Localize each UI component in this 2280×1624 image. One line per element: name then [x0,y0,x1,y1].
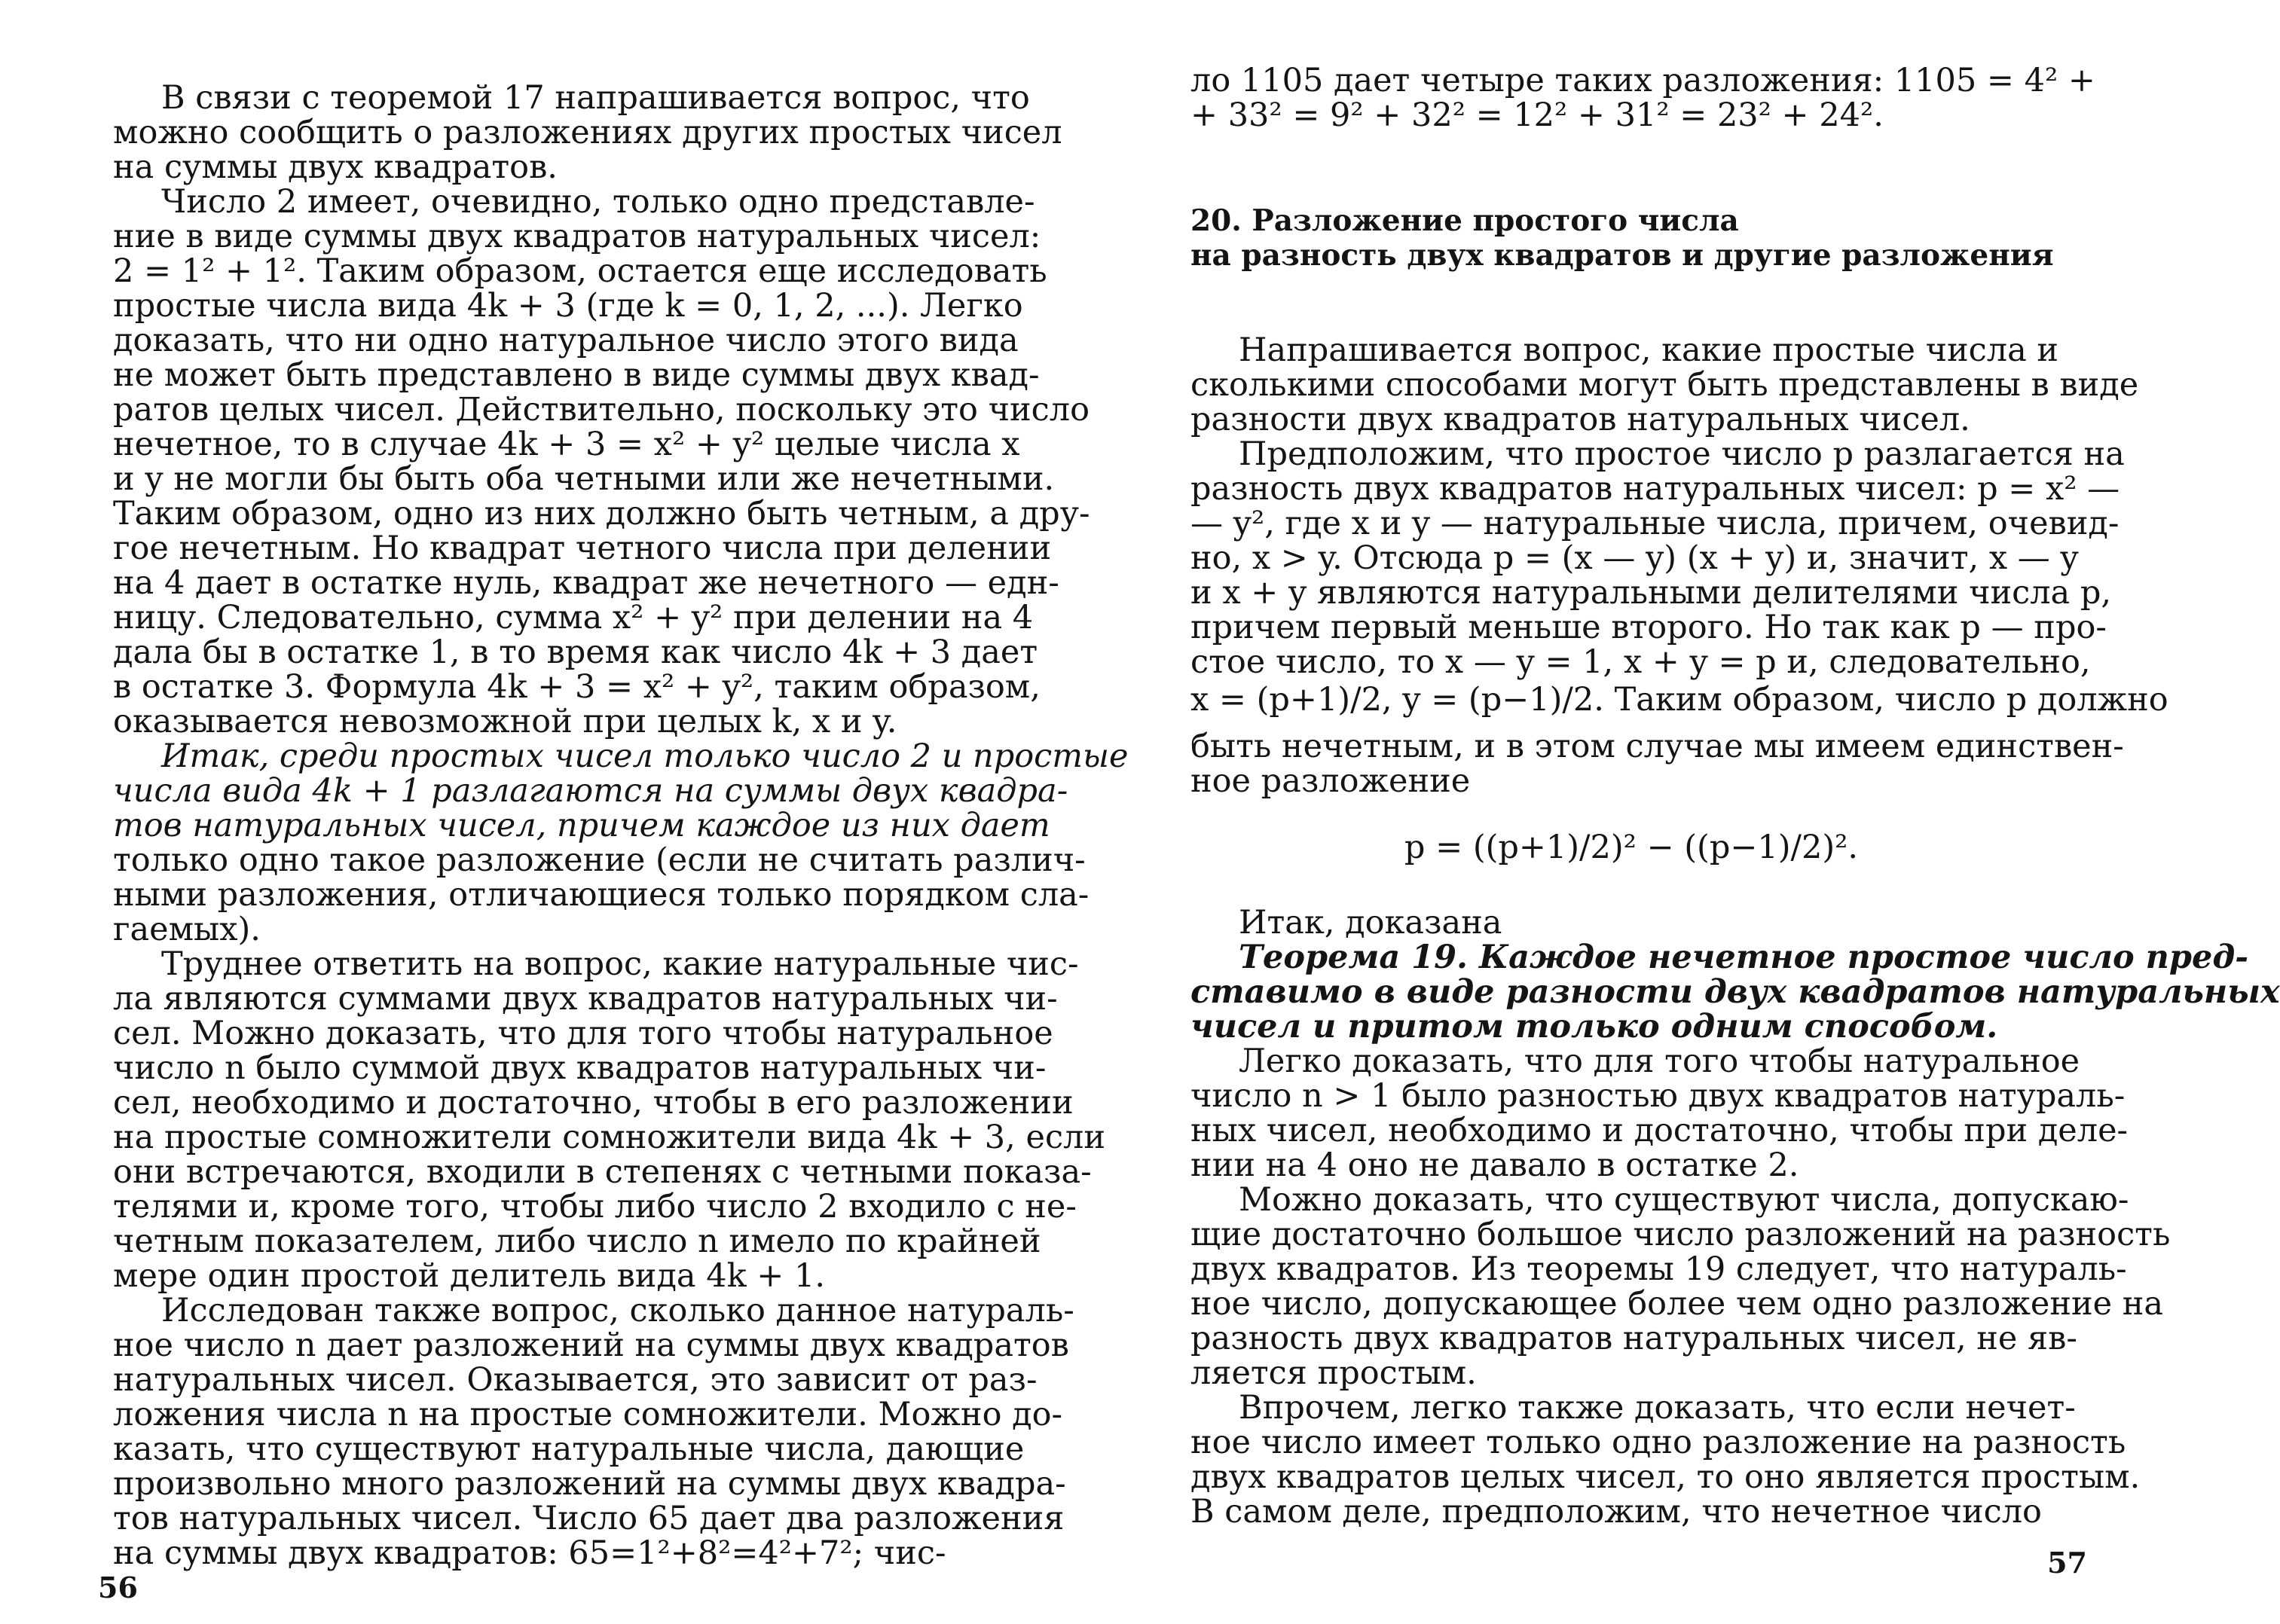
text-line: стое число, то x — y = 1, x + y = p и, следовательно, [1190,643,2091,681]
text-line: В самом деле, предположим, что нечетное число [1190,1493,2042,1531]
text-line: Итак, доказана [1239,904,1502,942]
text-line: ницу. Следовательно, сумма x² + y² при делении на 4 [113,599,1034,636]
text-line: ло 1105 дает четыре таких разложения: 1105 = 4² + [1190,62,2095,99]
section-heading: на разность двух квадратов и другие разложения [1190,238,2054,273]
text-line: на 4 дает в остатке нуль, квадрат же нечетного — едн- [113,564,1059,602]
text-line: не может быть представлено в виде суммы двух квад- [113,356,1040,394]
text-line: нечетное, то в случае 4k + 3 = x² + y² целые числа x [113,426,1020,463]
text-line: ратов целых чисел. Действительно, поскольку это число [113,391,1090,429]
text-line: разности двух квадратов натуральных чисел. [1190,401,1970,438]
text-line: нии на 4 оно не давало в остатке 2. [1190,1146,1799,1184]
text-line: мере один простой делитель вида 4k + 1. [113,1257,826,1295]
text-line: двух квадратов. Из теоремы 19 следует, что натураль- [1190,1250,2127,1288]
text-line: на суммы двух квадратов: 65=1²+8²=4²+7²; чис- [113,1534,946,1572]
text-line: ложения числа n на простые сомножители. Можно до- [113,1396,1063,1433]
text-line: — y², где x и y — натуральные числа, причем, очевид- [1190,505,2120,542]
text-line: гаемых). [113,911,261,948]
text-line: четным показателем, либо число n имело по крайней [113,1223,1041,1260]
theorem-line: Теорема 19. Каждое нечетное простое число пред- [1239,939,2249,976]
text-line: разность двух квадратов натуральных чисел, не яв- [1190,1320,2077,1357]
text-line: Исследован также вопрос, сколько данное натураль- [161,1292,1074,1329]
text-line: и x + y являются натуральными делителями числа p, [1190,574,2112,612]
left-page [98,0,1129,1624]
page-number: 56 [98,1571,138,1604]
text-line: число n было суммой двух квадратов натуральных чи- [113,1049,1047,1087]
text-line: Число 2 имеет, очевидно, только одно представле- [161,183,1035,221]
text-line: тов натуральных чисел, причем каждое из них дает [113,807,1050,844]
text-line: сел, необходимо и достаточно, чтобы в его разложении [113,1084,1074,1122]
text-line: они встречаются, входили в степенях с четными показа- [113,1153,1092,1191]
text-line: Труднее ответить на вопрос, какие натуральные чис- [161,945,1079,983]
text-line: Можно доказать, что существуют числа, допускаю- [1239,1181,2129,1219]
text-line: ное разложение [1190,762,1471,800]
text-line: x = (p+1)/2, y = (p−1)/2. Таким образом, число p должно [1190,681,2168,719]
text-line: числа вида 4k + 1 разлагаются на суммы двух квадра- [113,772,1068,810]
text-line: доказать, что ни одно натуральное число этого вида [113,322,1019,359]
text-line: + 33² = 9² + 32² = 12² + 31² = 23² + 24². [1190,96,1884,134]
text-line: можно сообщить о разложениях других простых чисел [113,114,1062,151]
text-line: простые числа вида 4k + 3 (где k = 0, 1, 2, ...). Легко [113,287,1023,325]
text-line: но, x > y. Отсюда p = (x — y) (x + y) и, значит, x — y [1190,539,2079,577]
text-line: число n > 1 было разностью двух квадратов натураль- [1190,1077,2126,1115]
theorem-line: чисел и притом только одним способом. [1190,1008,1998,1046]
text-line: тов натуральных чисел. Число 65 дает два разложения [113,1500,1065,1537]
text-line: Легко доказать, что для того чтобы натуральное [1239,1042,2080,1080]
text-line: ными разложения, отличающиеся только порядком сла- [113,876,1090,914]
text-line: ное число n дает разложений на суммы двух квадратов [113,1326,1069,1364]
text-line: В связи с теоремой 17 напрашивается вопрос, что [161,79,1030,117]
right-page [1190,0,2280,1624]
text-line: и y не могли бы быть оба четными или же нечетными. [113,460,1055,498]
text-line: ное число имеет только одно разложение на разность [1190,1424,2126,1461]
text-line: дала бы в остатке 1, в то время как число 4k + 3 дает [113,633,1038,671]
text-line: щие достаточно большое число разложений на разность [1190,1216,2171,1253]
text-line: натуральных чисел. Оказывается, это зависит от раз- [113,1361,1038,1399]
text-line: разность двух квадратов натуральных чисел: p = x² — [1190,470,2120,508]
text-line: причем первый меньше второго. Но так как p — про- [1190,609,2107,646]
text-line: гое нечетным. Но квадрат четного числа при делении [113,530,1052,567]
text-line: Итак, среди простых чисел только число 2 и простые [161,737,1129,775]
text-line: только одно такое разложение (если не считать различ- [113,841,1086,879]
formula: p = ((p+1)/2)² − ((p−1)/2)². [1404,829,1859,866]
text-line: ляется простым. [1190,1354,1477,1392]
text-line: двух квадратов целых чисел, то оно является простым. [1190,1458,2141,1496]
text-line: ное число, допускающее более чем одно разложение на [1190,1285,2164,1323]
section-heading: 20. Разложение простого числа [1190,203,1739,238]
text-line: ных чисел, необходимо и достаточно, чтобы при деле- [1190,1112,2129,1149]
text-line: Напрашивается вопрос, какие простые числа и [1239,331,2059,369]
text-line: быть нечетным, и в этом случае мы имеем единствен- [1190,728,2124,765]
text-line: сел. Можно доказать, что для того чтобы натуральное [113,1015,1053,1052]
page-number: 57 [2047,1546,2087,1580]
text-line: Впрочем, легко также доказать, что если нечет- [1239,1389,2076,1427]
text-line: в остатке 3. Формула 4k + 3 = x² + y², таким образом, [113,668,1041,706]
text-line: произвольно много разложений на суммы двух квадра- [113,1465,1066,1503]
text-line: казать, что существуют натуральные числа, дающие [113,1430,1025,1468]
text-line: Таким образом, одно из них должно быть четным, а дру- [113,495,1090,533]
text-line: на простые сомножители сомножители вида 4k + 3, если [113,1119,1106,1156]
text-line: ла являются суммами двух квадратов натуральных чи- [113,980,1058,1018]
text-line: оказывается невозможной при целых k, x и y. [113,703,897,740]
text-line: телями и, кроме того, чтобы либо число 2 входило с не- [113,1188,1077,1226]
text-line: сколькими способами могут быть представлены в виде [1190,366,2139,404]
text-line: ние в виде суммы двух квадратов натуральных чисел: [113,218,1041,255]
text-line: 2 = 1² + 1². Таким образом, остается еще исследовать [113,252,1047,290]
theorem-line: ставимо в виде разности двух квадратов натуральных [1190,973,2280,1011]
text-line: на суммы двух квадратов. [113,148,558,186]
text-line: Предположим, что простое число p разлагается на [1239,435,2125,473]
